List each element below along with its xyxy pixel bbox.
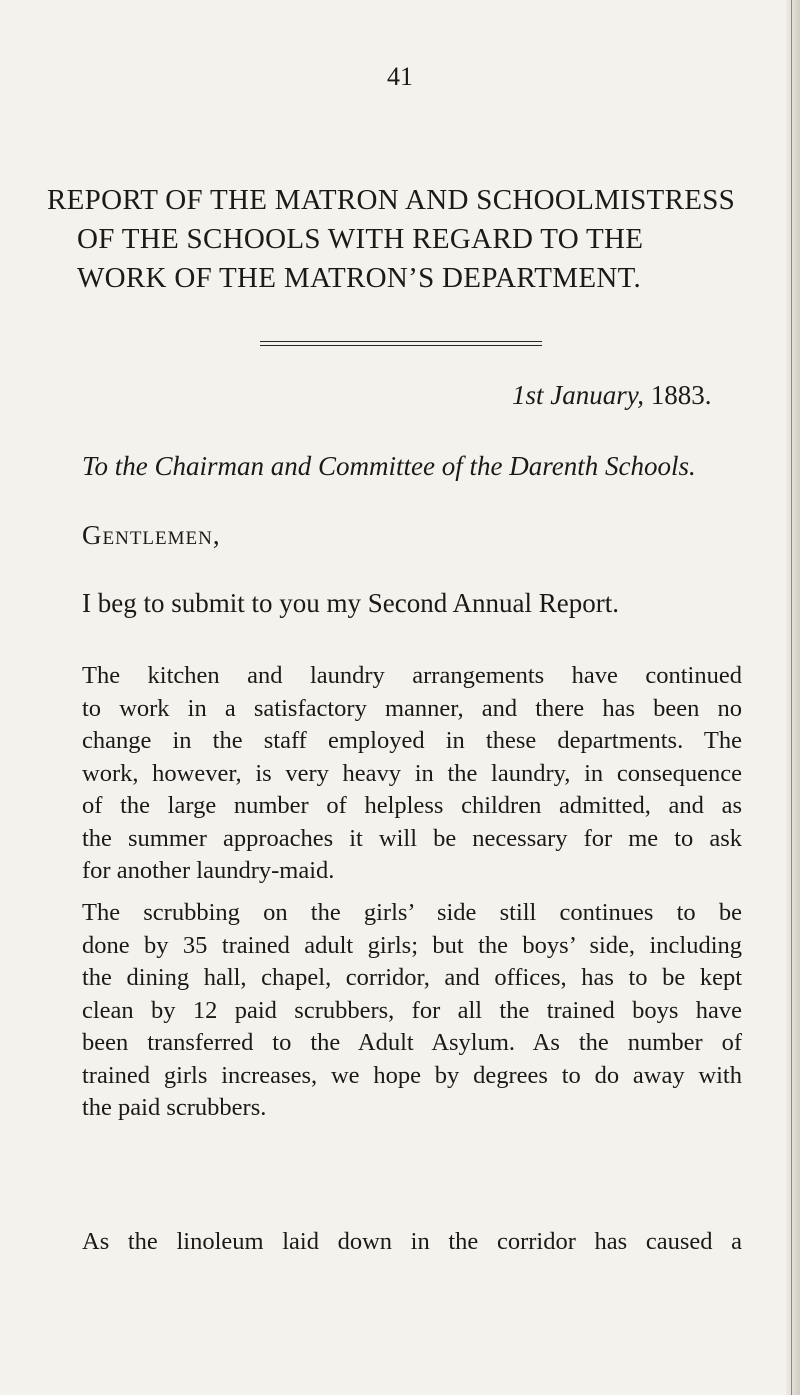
date-year: 1883. bbox=[650, 380, 712, 410]
paragraph-line: clean by 12 paid scrubbers, for all the trained boys have bbox=[82, 996, 742, 1024]
paragraph-line: the dining hall, chapel, corridor, and offices, has to be kept bbox=[82, 964, 742, 991]
paragraph-line: the paid scrubbers. bbox=[82, 1094, 267, 1121]
paragraph-line: The scrubbing on the girls’ side still continues to be bbox=[82, 899, 742, 926]
title-line-1: REPORT OF THE MATRON AND SCHOOLMISTRESS bbox=[47, 184, 736, 216]
paragraph-line: of the large number of helpless children admitted, and as bbox=[82, 792, 742, 819]
report-title bbox=[40, 181, 760, 298]
paragraph-line: As the linoleum laid down in the corridor has caused a bbox=[82, 1228, 742, 1255]
page-edge-line bbox=[791, 0, 792, 1395]
title-line-2: OF THE SCHOOLS WITH REGARD TO THE bbox=[77, 223, 644, 255]
paragraph-line: the summer approaches it will be necessary for me to ask bbox=[82, 824, 742, 852]
paragraph-line: been transferred to the Adult Asylum. As the number of bbox=[82, 1029, 742, 1056]
report-date bbox=[512, 380, 712, 411]
paragraph-line: done by 35 trained adult girls; but the boys’ side, including bbox=[82, 931, 742, 959]
paragraph-linoleum bbox=[82, 1226, 742, 1259]
paragraph-line: for another laundry-maid. bbox=[82, 857, 335, 884]
paragraph-line: to work in a satisfactory manner, and there has been no bbox=[82, 694, 742, 722]
page-number: 41 bbox=[387, 62, 413, 91]
page-edge bbox=[786, 0, 800, 1395]
paragraph-kitchen-laundry bbox=[82, 660, 742, 888]
double-rule-divider bbox=[260, 341, 542, 346]
salutation: Gentlemen, bbox=[82, 520, 221, 550]
addressee-line: To the Chairman and Committee of the Darenth Schools. bbox=[82, 451, 696, 481]
paragraph-line: work, however, is very heavy in the laundry, in consequence bbox=[82, 759, 742, 787]
paragraph-line: trained girls increases, we hope by degrees to do away with bbox=[82, 1061, 742, 1089]
title-line-3: WORK OF THE MATRON’S DEPARTMENT. bbox=[77, 262, 641, 294]
paragraph-line: The kitchen and laundry arrangements have continued bbox=[82, 662, 742, 689]
paragraph-scrubbing bbox=[82, 897, 742, 1125]
paragraph-line: change in the staff employed in these departments. The bbox=[82, 727, 742, 754]
intro-sentence: I beg to submit to you my Second Annual Report. bbox=[82, 588, 619, 618]
date-day: 1st January, bbox=[512, 380, 644, 410]
